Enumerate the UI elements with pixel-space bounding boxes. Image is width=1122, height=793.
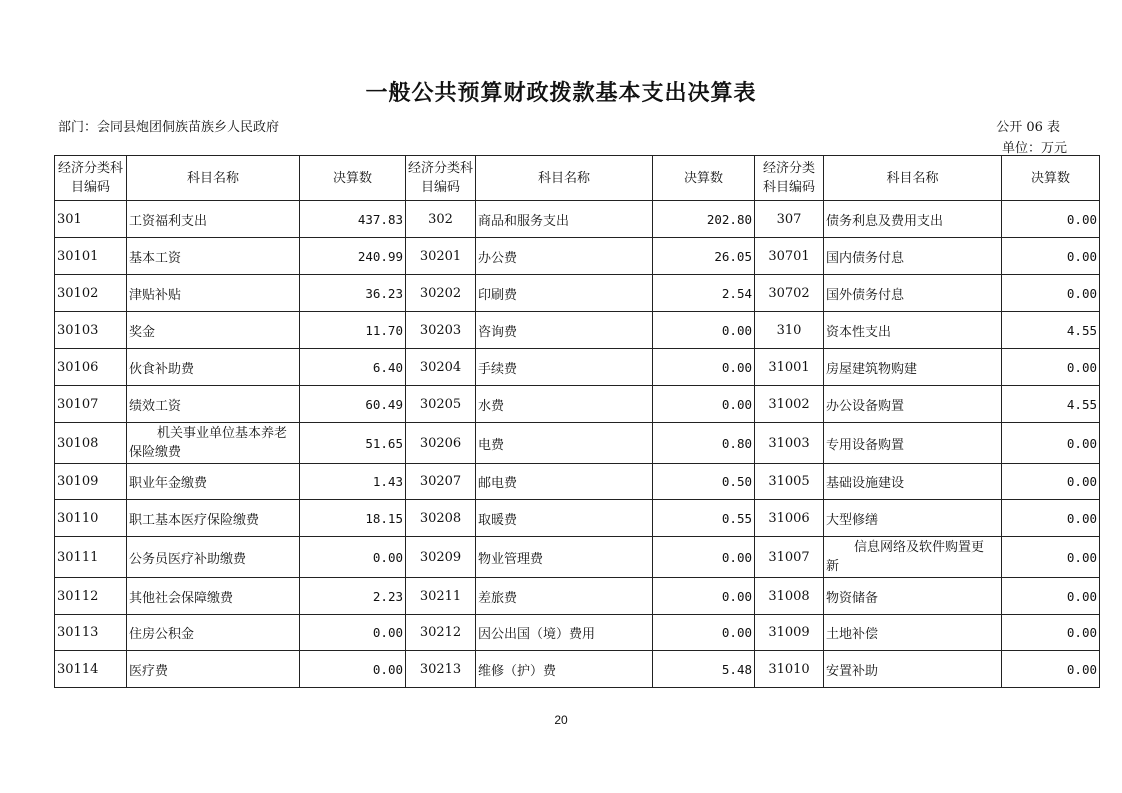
code-2: 30211 — [406, 578, 476, 615]
header-code-1: 经济分类科目编码 — [55, 156, 127, 201]
name-2: 水费 — [476, 386, 653, 423]
code-2: 30203 — [406, 312, 476, 349]
name-3: 债务利息及费用支出 — [824, 201, 1002, 238]
page-number: 20 — [554, 713, 568, 727]
name-1-line-1: 机关事业单位基本养老 — [157, 426, 288, 441]
name-3: 资本性支出 — [824, 312, 1002, 349]
amount-3: 0.00 — [1002, 423, 1100, 464]
header-amount-2: 决算数 — [653, 156, 755, 201]
name-2: 手续费 — [476, 349, 653, 386]
code-2: 30213 — [406, 651, 476, 688]
table-row — [55, 238, 1100, 275]
code-3: 31006 — [755, 500, 824, 537]
code-2: 30207 — [406, 464, 476, 500]
name-2: 商品和服务支出 — [476, 201, 653, 238]
name-2: 办公费 — [476, 238, 653, 275]
code-3: 31010 — [755, 651, 824, 688]
code-3: 31001 — [755, 349, 824, 386]
code-1: 30109 — [55, 464, 127, 500]
code-2: 30202 — [406, 275, 476, 312]
code-2: 302 — [406, 201, 476, 238]
name-3-line-2: 新 — [826, 559, 840, 574]
name-2: 物业管理费 — [476, 537, 653, 578]
code-2: 30201 — [406, 238, 476, 275]
table-row — [55, 201, 1100, 238]
amount-3: 0.00 — [1002, 651, 1100, 688]
code-2: 30206 — [406, 423, 476, 464]
unit-label: 单位：万元 — [1001, 141, 1067, 156]
page-title: 一般公共预算财政拨款基本支出决算表 — [365, 80, 757, 106]
code-3: 31007 — [755, 537, 824, 578]
name-1: 伙食补助费 — [127, 349, 300, 386]
name-2: 因公出国（境）费用 — [476, 615, 653, 651]
name-1: 其他社会保障缴费 — [127, 578, 300, 615]
amount-1: 2.23 — [300, 578, 406, 615]
code-3: 307 — [755, 201, 824, 238]
code-1: 30106 — [55, 349, 127, 386]
code-1: 30101 — [55, 238, 127, 275]
code-1: 30113 — [55, 615, 127, 651]
amount-1: 0.00 — [300, 651, 406, 688]
name-1: 基本工资 — [127, 238, 300, 275]
amount-3: 0.00 — [1002, 537, 1100, 578]
amount-2: 0.00 — [653, 312, 755, 349]
amount-2: 0.00 — [653, 578, 755, 615]
amount-2: 2.54 — [653, 275, 755, 312]
name-2: 邮电费 — [476, 464, 653, 500]
code-1: 30114 — [55, 651, 127, 688]
code-3: 31008 — [755, 578, 824, 615]
name-1: 医疗费 — [127, 651, 300, 688]
amount-2: 202.80 — [653, 201, 755, 238]
name-2: 印刷费 — [476, 275, 653, 312]
amount-3: 0.00 — [1002, 615, 1100, 651]
amount-2: 5.48 — [653, 651, 755, 688]
code-3: 31009 — [755, 615, 824, 651]
table-row — [55, 464, 1100, 500]
name-3-line-1: 信息网络及软件购置更 — [854, 540, 985, 555]
code-3: 30701 — [755, 238, 824, 275]
header-code-2: 经济分类科目编码 — [406, 156, 476, 201]
amount-1: 18.15 — [300, 500, 406, 537]
name-1-line-2: 保险缴费 — [129, 445, 182, 460]
amount-2: 26.05 — [653, 238, 755, 275]
table-row — [55, 275, 1100, 312]
name-2: 咨询费 — [476, 312, 653, 349]
code-3: 30702 — [755, 275, 824, 312]
code-2: 30205 — [406, 386, 476, 423]
code-1: 30111 — [55, 537, 127, 578]
amount-3: 0.00 — [1002, 464, 1100, 500]
department-label: 部门：会同县炮团侗族苗族乡人民政府 — [58, 120, 280, 135]
name-1: 津贴补贴 — [127, 275, 300, 312]
table-row — [55, 615, 1100, 651]
header-name-1: 科目名称 — [127, 156, 300, 201]
amount-3: 0.00 — [1002, 238, 1100, 275]
name-3: 基础设施建设 — [824, 464, 1002, 500]
name-3: 专用设备购置 — [824, 423, 1002, 464]
name-2: 取暖费 — [476, 500, 653, 537]
name-2: 电费 — [476, 423, 653, 464]
table-row — [55, 651, 1100, 688]
amount-3: 4.55 — [1002, 386, 1100, 423]
amount-2: 0.00 — [653, 615, 755, 651]
code-3: 31005 — [755, 464, 824, 500]
table-row — [55, 578, 1100, 615]
code-1: 30108 — [55, 423, 127, 464]
header-amount-1: 决算数 — [300, 156, 406, 201]
code-1: 30107 — [55, 386, 127, 423]
amount-2: 0.00 — [653, 386, 755, 423]
amount-1: 36.23 — [300, 275, 406, 312]
amount-3: 0.00 — [1002, 578, 1100, 615]
table-row — [55, 386, 1100, 423]
name-3: 物资储备 — [824, 578, 1002, 615]
table-row — [55, 423, 1100, 464]
code-1: 30112 — [55, 578, 127, 615]
amount-1: 60.49 — [300, 386, 406, 423]
amount-3: 0.00 — [1002, 275, 1100, 312]
header-code-3: 经济分类科目编码 — [755, 156, 824, 201]
name-1: 绩效工资 — [127, 386, 300, 423]
name-1: 公务员医疗补助缴费 — [127, 537, 300, 578]
name-3 — [824, 537, 1002, 578]
code-3: 31003 — [755, 423, 824, 464]
name-3: 国外债务付息 — [824, 275, 1002, 312]
code-2: 30204 — [406, 349, 476, 386]
code-2: 30209 — [406, 537, 476, 578]
code-1: 30110 — [55, 500, 127, 537]
code-3: 31002 — [755, 386, 824, 423]
header-amount-3: 决算数 — [1002, 156, 1100, 201]
table-row — [55, 312, 1100, 349]
amount-3: 0.00 — [1002, 349, 1100, 386]
amount-2: 0.80 — [653, 423, 755, 464]
amount-3: 4.55 — [1002, 312, 1100, 349]
name-1: 工资福利支出 — [127, 201, 300, 238]
amount-2: 0.50 — [653, 464, 755, 500]
amount-2: 0.00 — [653, 537, 755, 578]
code-3: 310 — [755, 312, 824, 349]
header-name-3: 科目名称 — [824, 156, 1002, 201]
amount-1: 0.00 — [300, 615, 406, 651]
amount-1: 1.43 — [300, 464, 406, 500]
name-3: 国内债务付息 — [824, 238, 1002, 275]
code-1: 301 — [55, 201, 127, 238]
name-3: 安置补助 — [824, 651, 1002, 688]
name-3: 办公设备购置 — [824, 386, 1002, 423]
table-header-row — [55, 156, 1100, 201]
code-1: 30102 — [55, 275, 127, 312]
name-1 — [127, 423, 300, 464]
name-3: 土地补偿 — [824, 615, 1002, 651]
name-3: 房屋建筑物购建 — [824, 349, 1002, 386]
table-row — [55, 349, 1100, 386]
amount-2: 0.55 — [653, 500, 755, 537]
name-1: 职业年金缴费 — [127, 464, 300, 500]
header-name-2: 科目名称 — [476, 156, 653, 201]
amount-1: 240.99 — [300, 238, 406, 275]
amount-3: 0.00 — [1002, 201, 1100, 238]
code-1: 30103 — [55, 312, 127, 349]
amount-1: 437.83 — [300, 201, 406, 238]
expenditure-table — [54, 155, 1100, 688]
code-2: 30212 — [406, 615, 476, 651]
amount-1: 11.70 — [300, 312, 406, 349]
name-2: 维修（护）费 — [476, 651, 653, 688]
name-1: 住房公积金 — [127, 615, 300, 651]
table-row — [55, 500, 1100, 537]
table-row — [55, 537, 1100, 578]
amount-1: 0.00 — [300, 537, 406, 578]
name-1: 职工基本医疗保险缴费 — [127, 500, 300, 537]
amount-1: 6.40 — [300, 349, 406, 386]
name-1: 奖金 — [127, 312, 300, 349]
amount-2: 0.00 — [653, 349, 755, 386]
form-number: 公开 06 表 — [996, 120, 1060, 135]
amount-1: 51.65 — [300, 423, 406, 464]
name-2: 差旅费 — [476, 578, 653, 615]
code-2: 30208 — [406, 500, 476, 537]
name-3: 大型修缮 — [824, 500, 1002, 537]
amount-3: 0.00 — [1002, 500, 1100, 537]
